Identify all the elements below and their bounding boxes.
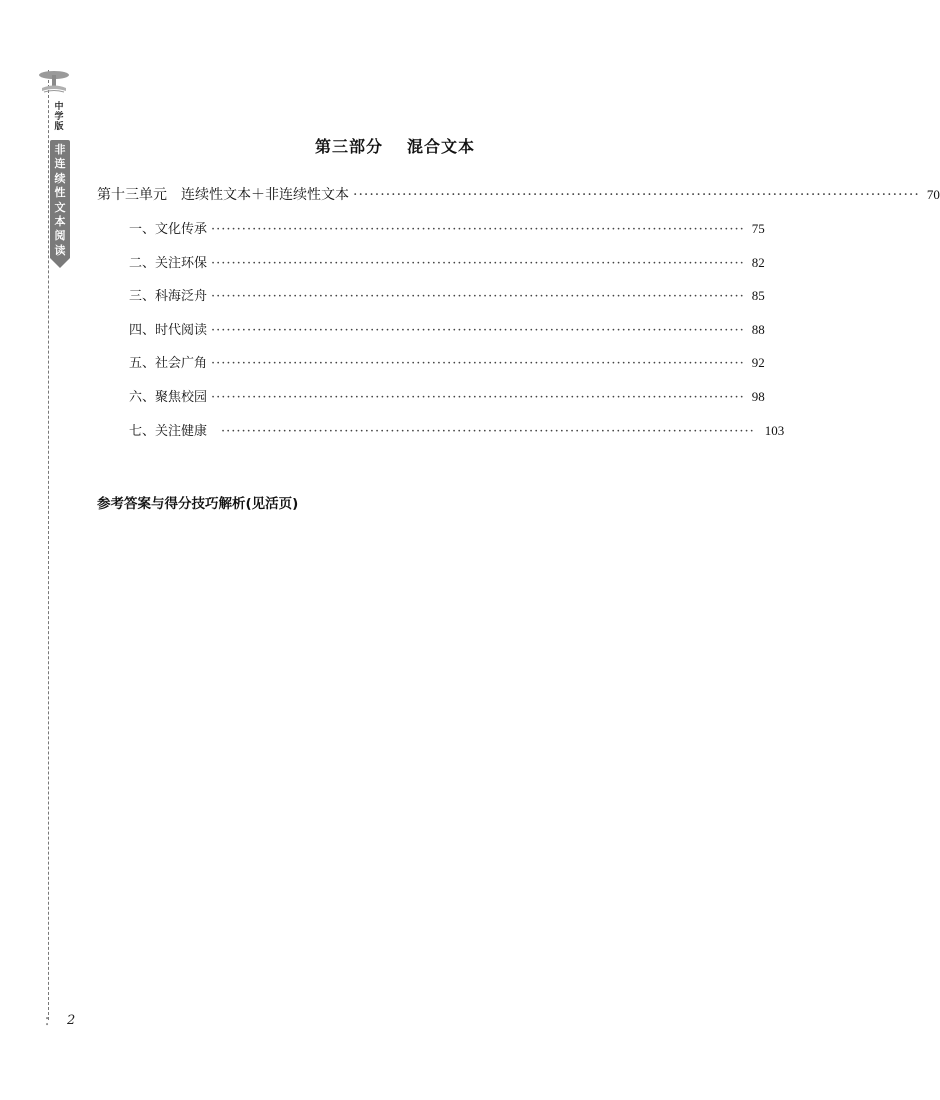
edition-label: 中学版 xyxy=(54,102,64,132)
toc-item-page: 92 xyxy=(751,355,765,371)
series-tab-arrow xyxy=(50,258,70,268)
toc-item-row[interactable] xyxy=(97,218,765,252)
dot-leader: ········································································································ xyxy=(211,222,745,237)
toc-item-page: 98 xyxy=(751,388,765,404)
toc-unit-label: 第十三单元 连续性文本＋非连续性文本 xyxy=(97,187,349,203)
part-label: 第三部分 xyxy=(314,137,383,156)
toc-unit-page: 70 xyxy=(926,187,940,202)
toc-item-label: 五、社会广角 xyxy=(129,356,208,372)
dot-leader: ········································································································ xyxy=(211,289,745,305)
toc-item-page: 85 xyxy=(751,288,765,304)
toc-item-label: 七、关注健康 xyxy=(129,423,208,439)
dot-leader: ········································································································ xyxy=(211,255,745,271)
part-title: 混合文本 xyxy=(407,137,476,156)
toc-item-row[interactable] xyxy=(97,352,765,386)
toc-item-label: 二、关注环保 xyxy=(129,255,208,271)
toc-item-page: 88 xyxy=(751,321,765,337)
toc-item-row[interactable] xyxy=(97,252,765,286)
margin-dashed-line xyxy=(48,70,49,1020)
toc-item-row[interactable] xyxy=(97,386,765,420)
toc-item-page: 75 xyxy=(751,221,765,236)
dot-leader: ········································································································ xyxy=(353,187,920,203)
table-of-contents xyxy=(97,184,940,453)
toc-item-row[interactable] xyxy=(97,285,765,319)
toc-item-label: 一、文化传承 xyxy=(129,222,208,237)
dot-leader: ········································································································ xyxy=(221,423,755,439)
series-title: 非连续性文本阅读 xyxy=(54,143,66,257)
toc-item-label: 三、科海泛舟 xyxy=(129,289,208,305)
toc-item-label: 六、聚焦校园 xyxy=(129,389,208,405)
book-logo-icon xyxy=(36,66,72,96)
toc-item-page: 82 xyxy=(751,254,765,270)
toc-item-row[interactable] xyxy=(97,319,765,353)
toc-item-row[interactable] xyxy=(97,420,785,454)
dot-leader: ········································································································ xyxy=(211,356,745,372)
dot-leader: ········································································································ xyxy=(211,322,745,338)
appendix-note: 参考答案与得分技巧解析(见活页) xyxy=(97,496,299,512)
page-number: 2 xyxy=(67,1013,76,1028)
toc-item-label: 四、时代阅读 xyxy=(129,322,208,338)
part-heading xyxy=(0,134,790,157)
toc-unit-row[interactable] xyxy=(97,184,940,218)
toc-item-page: 103 xyxy=(764,422,785,438)
margin-dots: • • xyxy=(45,1015,50,1029)
dot-leader: ········································································································ xyxy=(211,389,745,405)
